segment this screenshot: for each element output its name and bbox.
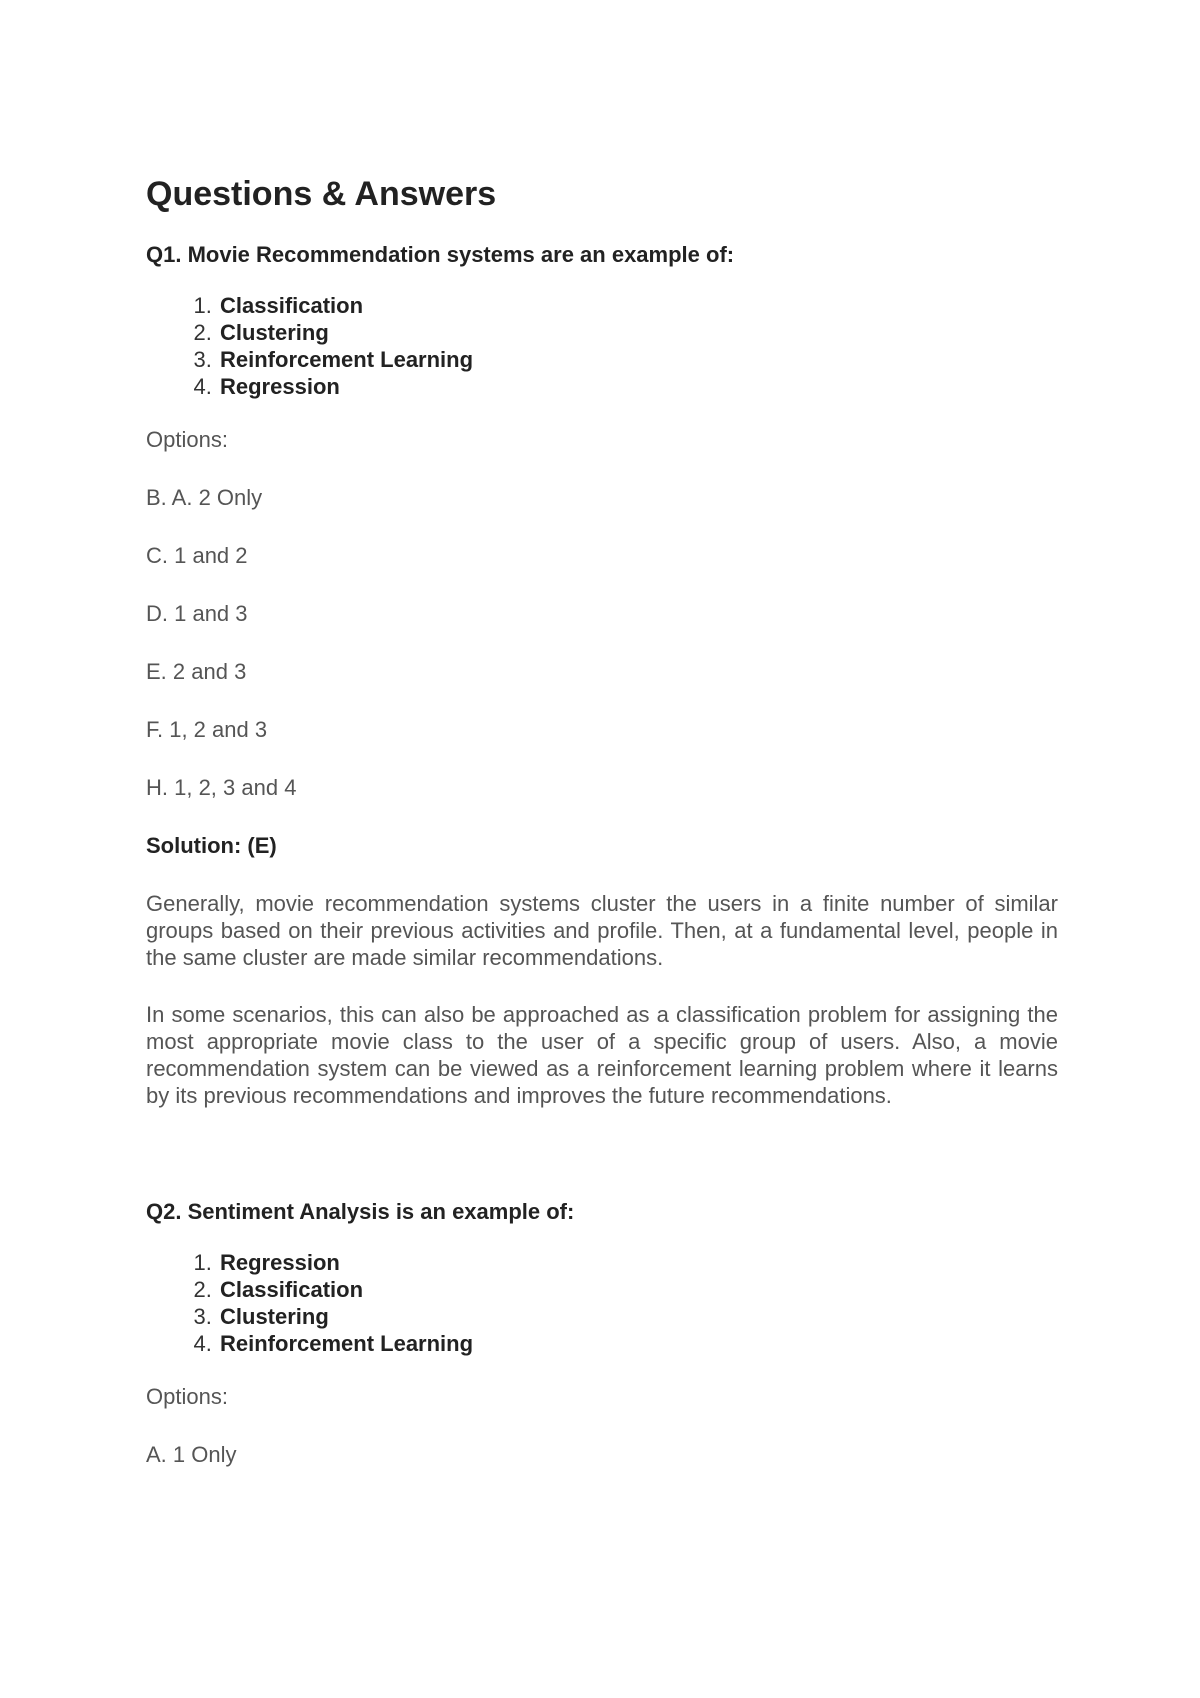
list-item: 2. Clustering — [218, 319, 1058, 346]
option: C. 1 and 2 — [146, 543, 248, 568]
document-page — [146, 172, 1058, 1499]
question-2: Q2. Sentiment Analysis is an example of: — [146, 1199, 575, 1224]
option: A. 1 Only — [146, 1442, 237, 1467]
question-2-items — [146, 1249, 1058, 1357]
section-gap — [146, 1139, 1058, 1198]
page-title: Questions & Answers — [146, 175, 497, 213]
options-label: Options: — [146, 1384, 228, 1409]
explanation-paragraph: In some scenarios, this can also be approached as a classification problem for assigning the most appropriate movie class to the user of a specific group of users. Also, a movie recommendation system can be viewed as a reinforcement learning problem where it learns by its previous recommendations and improves the future recommendations. — [146, 1002, 1058, 1108]
list-item: 1. Regression — [218, 1249, 1058, 1276]
list-item: 3. Clustering — [218, 1303, 1058, 1330]
list-item: 4. Reinforcement Learning — [218, 1330, 1058, 1357]
list-item: 4. Regression — [218, 373, 1058, 400]
list-item: 1. Classification — [218, 292, 1058, 319]
list-item: 2. Classification — [218, 1276, 1058, 1303]
options-label: Options: — [146, 427, 228, 452]
solution-heading: Solution: (E) — [146, 833, 277, 858]
question-1: Q1. Movie Recommendation systems are an example of: — [146, 242, 735, 267]
option: E. 2 and 3 — [146, 659, 247, 684]
option: D. 1 and 3 — [146, 601, 248, 626]
question-1-items — [146, 292, 1058, 400]
option: H. 1, 2, 3 and 4 — [146, 775, 297, 800]
option: F. 1, 2 and 3 — [146, 717, 268, 742]
option: B. A. 2 Only — [146, 485, 263, 510]
explanation-paragraph: Generally, movie recommendation systems cluster the users in a finite number of similar groups based on their previous activities and profile. Then, at a fundamental level, people in the same cluster are made similar recommendations. — [146, 891, 1058, 970]
list-item: 3. Reinforcement Learning — [218, 346, 1058, 373]
